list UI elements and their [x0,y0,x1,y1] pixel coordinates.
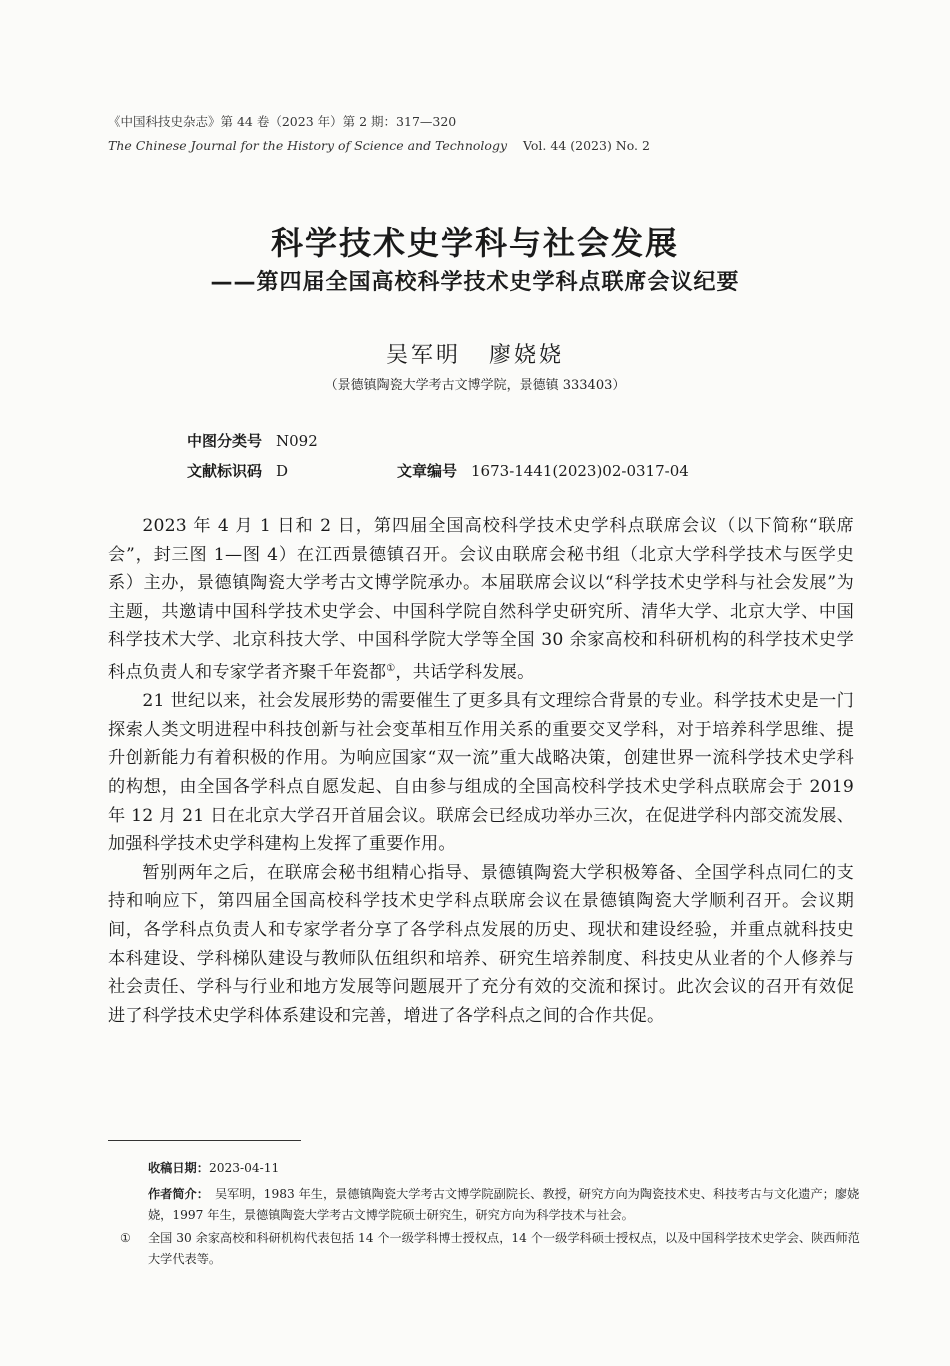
author-bio-label: 作者简介： [148,1187,209,1201]
footnote-mark: ① [120,1231,131,1245]
body-paragraph: 21 世纪以来，社会发展形势的需要催生了更多具有文理综合背景的专业。科学技术史是一门探索人类文明进程中科技创新与社会变革相互作用关系的重要交叉学科，对于培养科学思维、提升创新能力有着积极的作用。为响应国家“双一流”重大战略决策，创建世界一流科学技术史学科的构想，由全国各学科点自愿发起、自由参与组成的全国高校科学技术史学科点联席会于 2019 年 12 月 21 日在北京大学召开首届会议。联席会已经成功举办三次，在促进学科内部交流发展、加强科学技术史学科建构上发挥了重要作用。 [108,691,854,855]
author-list [0,338,950,369]
author-affiliation: （景德镇陶瓷大学考古文博学院，景德镇 333403） [324,378,626,393]
journal-citation-cn: 《中国科技史杂志》第 44 卷（2023 年）第 2 期：317—320 [108,114,457,129]
author-bio-text: 吴军明，1983 年生，景德镇陶瓷大学考古文博学院副院长、教授，研究方向为陶瓷技术史、科技考古与文化遗产；廖娆娆，1997 年生，景德镇陶瓷大学考古文博学院硕士研究生，研究方向为科学技术与社会。 [148,1187,860,1222]
body-paragraph: 暂别两年之后，在联席会秘书组精心指导、景德镇陶瓷大学积极筹备、全国学科点同仁的支持和响应下，第四届全国高校科学技术史学科点联席会议在景德镇陶瓷大学顺利召开。会议期间，各学科点负责人和专家学者分享了各学科点发展的历史、现状和建设经验，并重点就科技史本科建设、学科梯队建设与教师队伍组织和培养、研究生培养制度、科技史从业者的个人修养与社会责任、学科与行业和地方发展等问题展开了充分有效的交流和探讨。此次会议的召开有效促进了科学技术史学科体系建设和完善，增进了各学科点之间的合作共促。 [108,862,854,1026]
author-bio [148,1184,860,1226]
journal-citation-en [108,138,650,153]
clc-number [187,430,318,451]
received-date-value: 2023-04-11 [208,1161,280,1175]
received-date [148,1158,279,1179]
author-name: 吴军明 [385,343,461,368]
journal-name-en: The Chinese Journal for the History of Science and Technology [108,138,508,153]
article-number-value: 1673-1441(2023)02-0317-04 [471,462,689,480]
document-code-value: D [276,462,289,480]
journal-volume-en: Vol. 44 (2023) No. 2 [523,138,650,153]
article-number-label: 文章编号 [397,462,458,480]
article-number [397,460,689,481]
footnote-reference[interactable]: ① [386,662,396,674]
article-body [108,512,854,1030]
document-code-label: 文献标识码 [187,462,263,480]
paragraph-text-end: ，共话学科发展。 [395,662,535,683]
article-title: 科学技术史学科与社会发展 [270,224,679,262]
footnote-text: 全国 30 余家高校和科研机构代表包括 14 个一级学科博士授权点，14 个一级学科硕士授权点，以及中国科学技术史学会、陕西师范大学代表等。 [148,1231,860,1266]
footnote-divider [108,1140,301,1141]
clc-label: 中图分类号 [187,432,263,450]
footnote-1 [108,1228,860,1270]
document-code [187,460,288,481]
article-subtitle: ——第四届全国高校科学技术史学科点联席会议纪要 [210,270,740,295]
received-date-label: 收稿日期： [148,1161,209,1175]
body-paragraph [108,512,854,687]
author-name: 廖娆娆 [489,343,565,368]
paragraph-text: 2023 年 4 月 1 日和 2 日，第四届全国高校科学技术史学科点联席会议（以下简称“联席会”，封三图 1—图 4）在江西景德镇召开。会议由联席会秘书组（北京大学科学技术与医学史系）主办，景德镇陶瓷大学考古文博学院承办。本届联席会议以“科学技术史学科与社会发展”为主题，共邀请中国科学技术史学会、中国科学院自然科学史研究所、清华大学、北京大学、中国科学技术大学、北京科技大学、中国科学院大学等全国 30 余家高校和科研机构的科学技术史学科点负责人和专家学者齐聚千年瓷都 [108,516,854,683]
clc-value: N092 [276,432,318,450]
